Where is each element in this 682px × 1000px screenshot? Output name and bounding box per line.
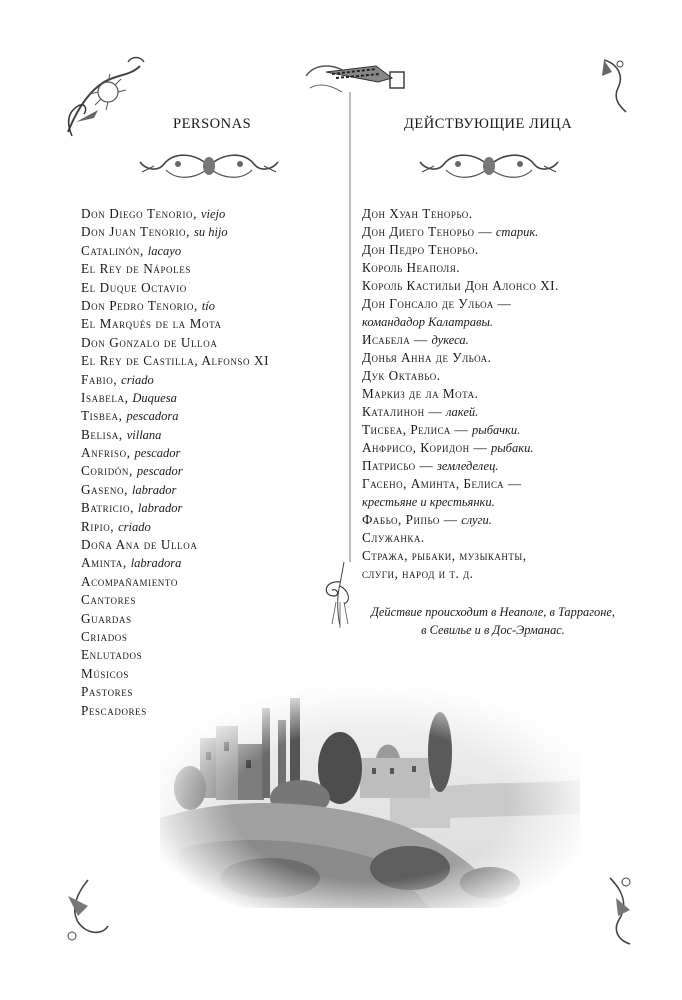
character-name: Don Pedro Tenorio, — [81, 297, 198, 313]
spanish-cast-row — [81, 407, 341, 425]
spanish-cast-row — [81, 628, 341, 646]
russian-cast-row — [362, 421, 652, 439]
spanish-cast-row — [81, 260, 341, 278]
character-name: Дон Педро Тенорьо. — [362, 242, 479, 257]
russian-cast-row — [362, 547, 652, 565]
character-name: Don Diego Tenorio, — [81, 206, 198, 221]
character-name: Дон Хуан Тенорьо. — [362, 206, 473, 221]
character-name: Pescadores — [81, 702, 147, 718]
spanish-cast-row — [81, 223, 341, 241]
character-role: дукеса. — [431, 333, 469, 347]
character-name: Acompañamiento — [81, 573, 178, 589]
russian-cast-row — [362, 349, 652, 367]
character-role: labrador — [137, 501, 183, 516]
heading-ornament-left-icon — [134, 146, 284, 186]
character-name: Gaseno, — [81, 481, 129, 497]
russian-cast-row — [362, 277, 652, 295]
character-name: El Duque Octavio — [81, 279, 187, 295]
spanish-cast-row — [81, 444, 341, 462]
character-name: Дон Гонсало де Ульоа — — [362, 296, 512, 311]
character-role: su hijo — [193, 225, 228, 240]
character-name: Tisbea, — [81, 408, 123, 424]
character-name: Гасено, Аминта, Белиса — — [362, 476, 522, 491]
character-name: Стража, рыбаки, музыканты, — [362, 548, 527, 563]
character-name: Anfriso, — [81, 445, 131, 461]
character-name: Анфрисо, Коридон — — [362, 440, 488, 455]
russian-cast-row — [362, 385, 652, 403]
heading-personas: PERSONAS — [173, 116, 252, 132]
russian-cast-row — [362, 565, 652, 583]
spanish-cast-row — [81, 315, 341, 333]
character-name: Batricio, — [81, 500, 134, 516]
russian-cast-row — [362, 367, 652, 385]
character-name: El Rey de Castilla, Alfonso XI — [81, 353, 270, 369]
spanish-cast-row — [81, 334, 341, 352]
character-name: Фабьо, Рипьо — — [362, 512, 458, 527]
spanish-cast-row — [81, 426, 341, 444]
character-name: El Rey de Nápoles — [81, 261, 191, 277]
character-role: крестьяне и крестьянки. — [362, 495, 495, 509]
character-role: villana — [126, 427, 162, 442]
russian-cast-row — [362, 439, 652, 457]
character-name: Criados — [81, 628, 128, 644]
character-name: Маркиз де ла Мота. — [362, 386, 479, 401]
character-name: Catalinón, — [81, 242, 144, 258]
character-name: Король Неаполя. — [362, 260, 461, 275]
setting-note-line-2: в Севилье и в Дос-Эрманас. — [421, 623, 565, 637]
russian-cast-row — [362, 403, 652, 421]
character-name: Патрисьо — — [362, 458, 434, 473]
russian-cast-row — [362, 313, 652, 331]
character-name: El Marqués de la Mota — [81, 316, 222, 332]
spanish-cast-row — [81, 499, 341, 517]
russian-cast-row — [362, 457, 652, 475]
character-name: Aminta, — [81, 555, 127, 571]
column-divider — [340, 92, 360, 572]
character-role: labradora — [130, 556, 182, 571]
spanish-cast-row — [81, 297, 341, 315]
spanish-cast-row — [81, 646, 341, 664]
spanish-cast-row — [81, 573, 341, 591]
character-name: Músicos — [81, 665, 129, 681]
character-name: Король Кастильи Дон Алонсо XI. — [362, 278, 559, 293]
russian-cast-list — [362, 205, 652, 583]
spanish-cast-row — [81, 591, 341, 609]
character-name: Doña Ana de Ulloa — [81, 537, 198, 553]
character-name: Тисбеа, Релиса — — [362, 422, 469, 437]
spanish-cast-row — [81, 610, 341, 628]
russian-cast-row — [362, 529, 652, 547]
character-name: Исабела — — [362, 332, 428, 347]
corner-ornament-top-right-icon — [598, 56, 628, 116]
spanish-cast-row — [81, 481, 341, 499]
spanish-cast-row — [81, 371, 341, 389]
russian-cast-row — [362, 475, 652, 493]
character-name: Донья Анна де Ульоа. — [362, 350, 492, 365]
character-name: Belisa, — [81, 426, 123, 442]
russian-cast-row — [362, 493, 652, 511]
character-role: viejo — [200, 207, 226, 221]
character-name: Ripio, — [81, 518, 115, 534]
russian-cast-row — [362, 259, 652, 277]
character-name: Служанка. — [362, 530, 425, 545]
setting-note-line-1: Действие происходит в Неаполе, в Таррагоне, — [371, 605, 615, 619]
character-name: Coridón, — [81, 463, 133, 479]
corner-ornament-bottom-left-icon — [58, 876, 118, 946]
corner-ornament-bottom-right-icon — [596, 874, 636, 948]
character-role: lacayo — [147, 243, 182, 258]
russian-cast-row — [362, 331, 652, 349]
character-role: pescador — [136, 464, 183, 479]
character-role: рыбачки. — [471, 423, 521, 437]
character-name: Pastores — [81, 684, 133, 700]
character-role: criado — [121, 372, 154, 387]
character-role: labrador — [131, 482, 177, 497]
character-role: Duquesa — [132, 390, 177, 405]
russian-cast-row — [362, 295, 652, 313]
spanish-cast-row — [81, 462, 341, 480]
russian-cast-row — [362, 205, 652, 223]
spanish-cast-row — [81, 554, 341, 572]
spanish-cast-row — [81, 242, 341, 260]
corner-ornament-top-left-icon — [58, 52, 150, 142]
character-name: Don Juan Tenorio, — [81, 224, 191, 240]
heading-ornament-right-icon — [414, 146, 564, 186]
character-name: Guardas — [81, 610, 132, 626]
spanish-cast-row — [81, 389, 341, 407]
castle-landscape-illustration — [150, 668, 590, 918]
character-name: Fabio, — [81, 371, 118, 387]
spanish-cast-row — [81, 352, 341, 370]
character-role: pescador — [134, 446, 181, 461]
character-name: Isabela, — [81, 389, 129, 405]
russian-cast-row — [362, 241, 652, 259]
character-name: Cantores — [81, 592, 136, 608]
character-role: tío — [201, 298, 215, 313]
character-role: рыбаки. — [490, 441, 534, 455]
character-name: Каталинон — — [362, 404, 443, 419]
russian-cast-row — [362, 511, 652, 529]
spanish-cast-row — [81, 205, 341, 223]
character-role: слуги. — [461, 513, 492, 527]
russian-cast-row — [362, 223, 652, 241]
character-name: Enlutados — [81, 647, 143, 663]
character-role: командадор Калатравы. — [362, 315, 494, 329]
character-name: Дон Диего Тенорьо — — [362, 224, 493, 239]
spanish-cast-row — [81, 279, 341, 297]
character-role: лакей. — [445, 405, 479, 419]
heading-deystvuyushchie-litsa: ДЕЙСТВУЮЩИЕ ЛИЦА — [404, 116, 573, 132]
character-role: pescadora — [126, 409, 179, 424]
spanish-cast-list — [81, 205, 341, 720]
spanish-cast-row — [81, 518, 341, 536]
character-role: земледелец. — [436, 459, 499, 473]
spanish-cast-row — [81, 536, 341, 554]
character-name: слуги, народ и т. д. — [362, 566, 474, 581]
character-role: criado — [118, 519, 151, 534]
character-name: Дук Октавьо. — [362, 368, 441, 383]
setting-note — [358, 603, 628, 639]
character-role: старик. — [495, 225, 539, 239]
character-name: Don Gonzalo de Ulloa — [81, 334, 218, 350]
